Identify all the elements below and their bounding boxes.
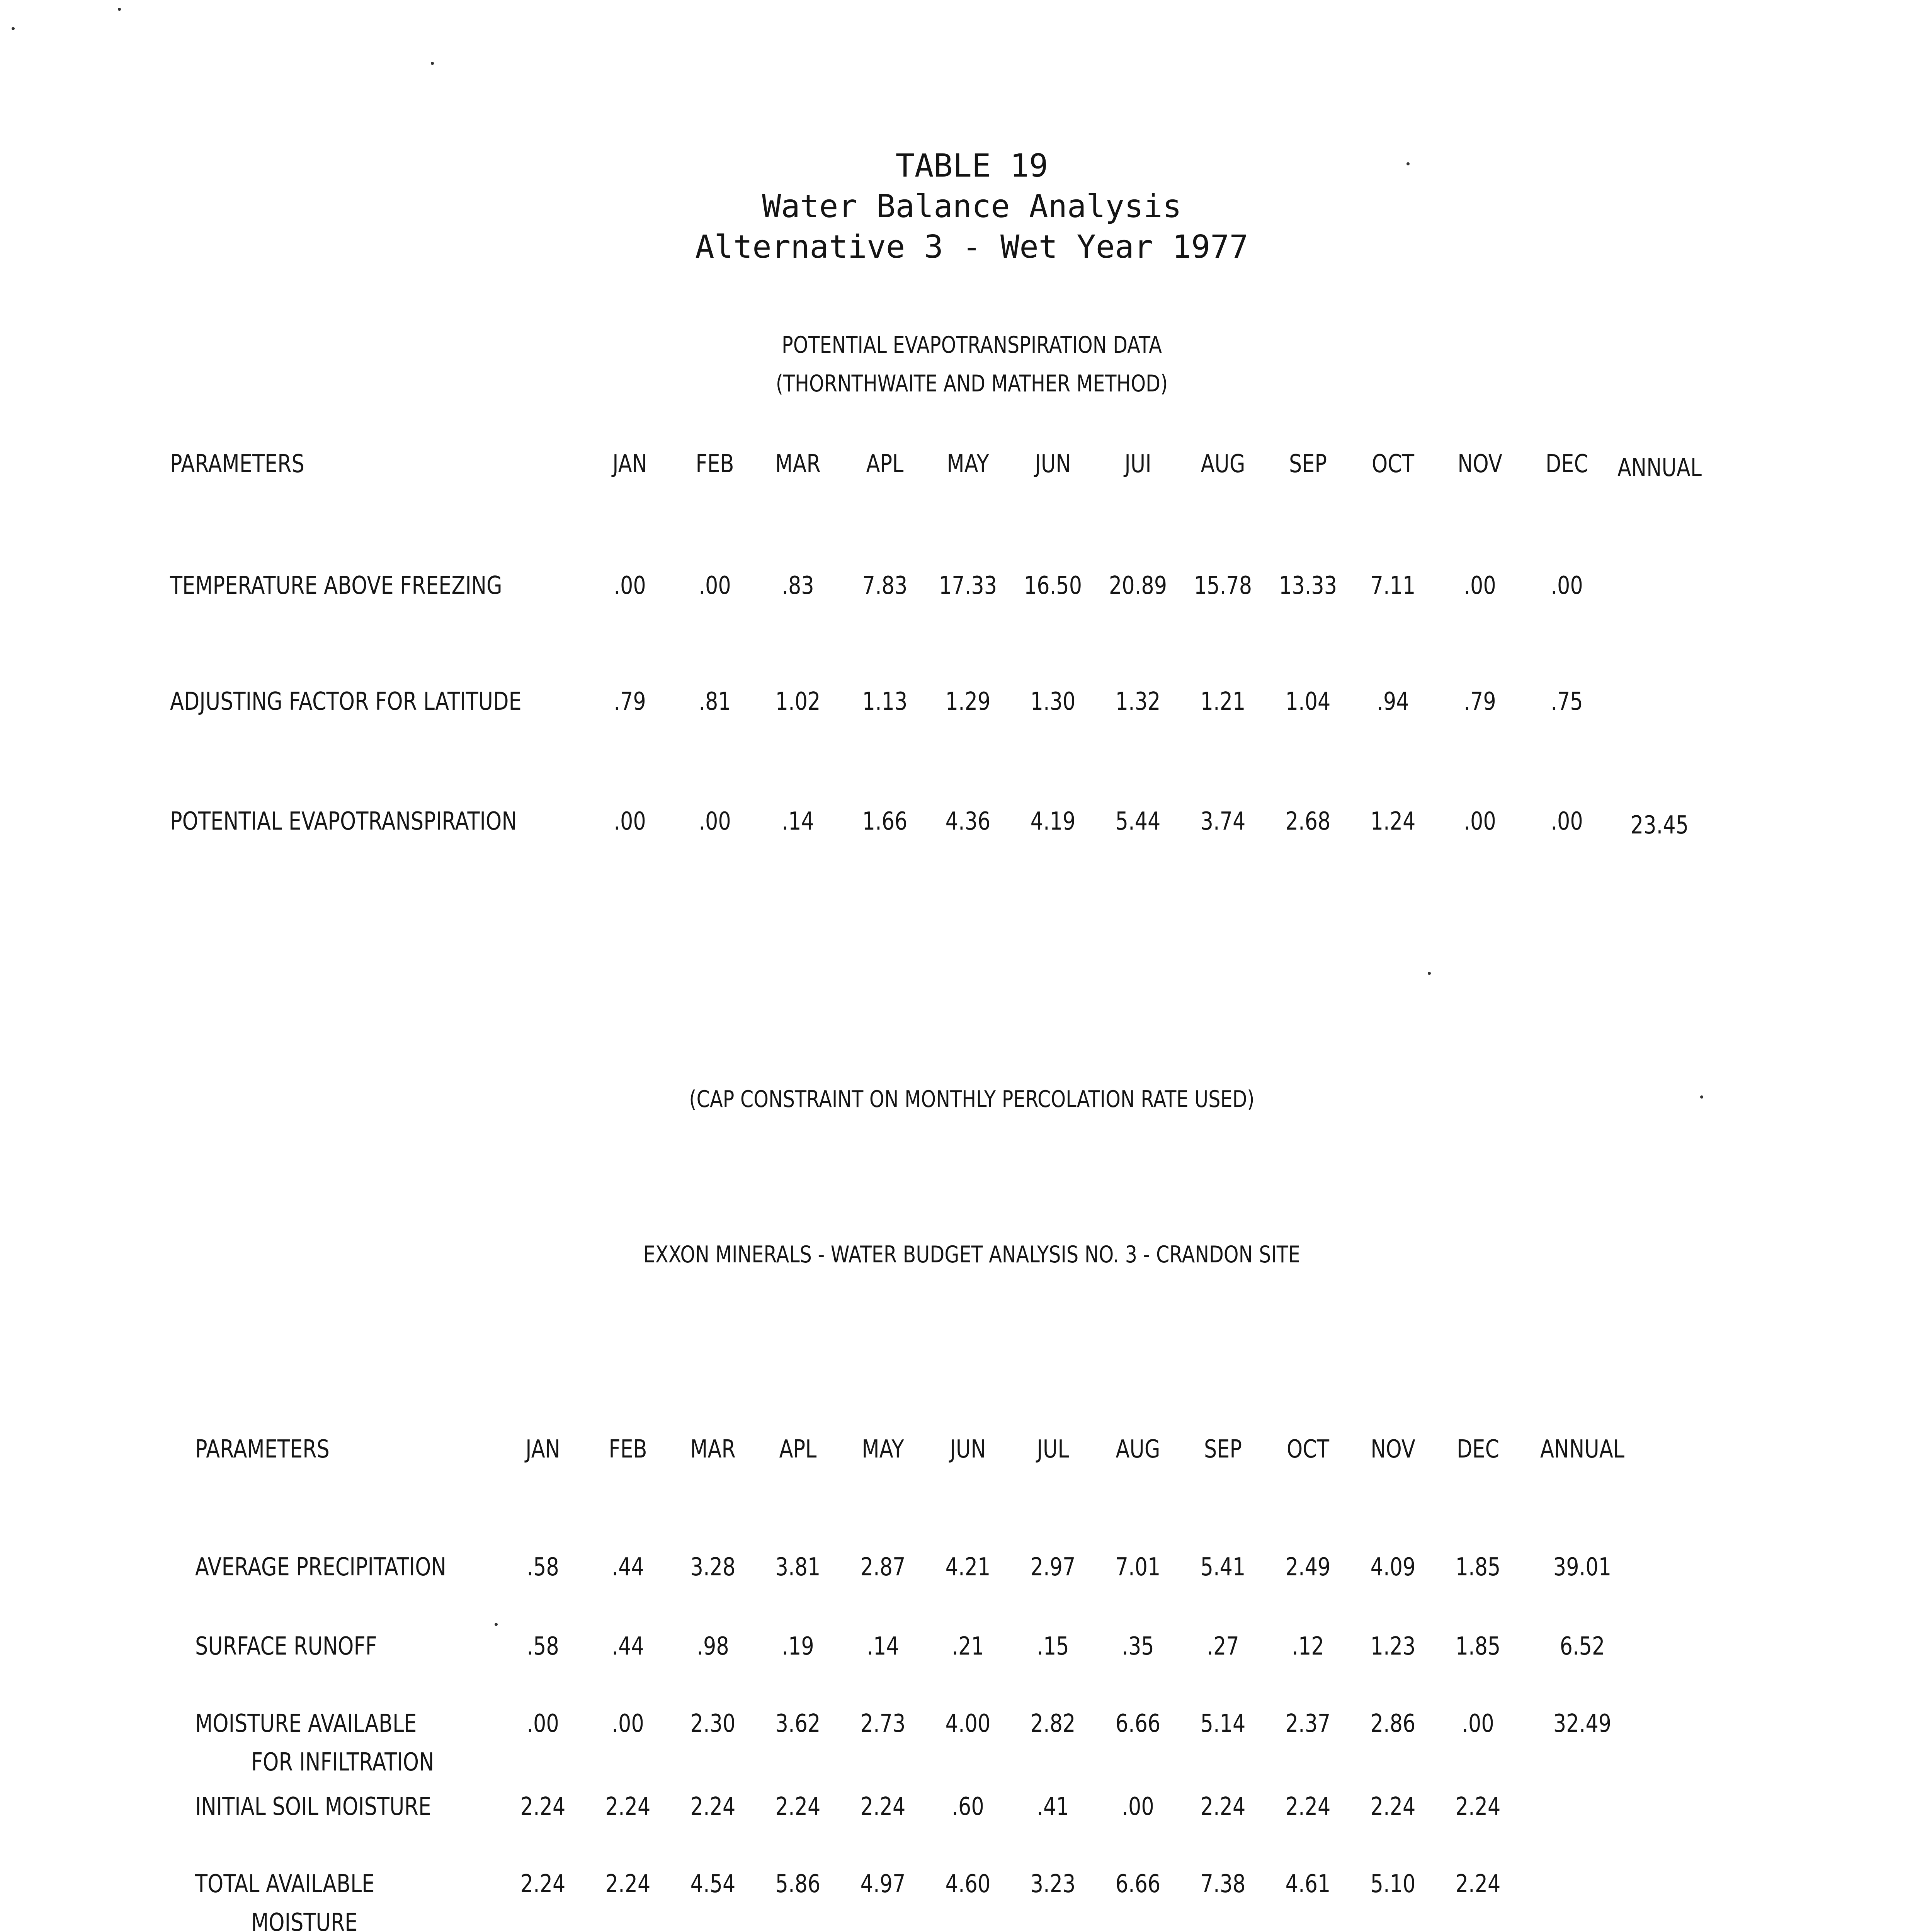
pet-cell: 17.33	[939, 571, 997, 600]
pet-cell: .83	[782, 571, 814, 600]
pet-header-jui: JUI	[1124, 450, 1151, 478]
budget-cell: 3.62	[775, 1709, 821, 1738]
pet-header-oct: OCT	[1371, 450, 1415, 478]
pet-row-label: POTENTIAL EVAPOTRANSPIRATION	[170, 807, 517, 836]
pet-cell: .75	[1551, 687, 1583, 716]
pet-cell: 1.21	[1200, 687, 1246, 716]
budget-cell: 5.41	[1200, 1553, 1246, 1582]
pet-cell: 1.04	[1285, 687, 1331, 716]
pet-cell: .00	[614, 571, 646, 600]
pet-cell: 7.83	[862, 571, 908, 600]
budget-cell: .44	[612, 1553, 644, 1582]
budget-cell: 2.24	[520, 1793, 566, 1821]
budget-cell: 6.52	[1560, 1632, 1605, 1661]
budget-cell: 3.81	[775, 1553, 821, 1582]
pet-cell: .00	[614, 807, 646, 836]
pet-header-parameters: PARAMETERS	[170, 450, 304, 478]
budget-cell: 2.24	[690, 1793, 736, 1821]
budget-cell: 2.30	[690, 1709, 736, 1738]
budget-cell: 2.24	[1285, 1793, 1331, 1821]
table-number: TABLE 19	[895, 148, 1048, 184]
pet-cell: 1.02	[775, 687, 821, 716]
budget-header-jun: JUN	[950, 1435, 986, 1464]
pet-header-mar: MAR	[775, 450, 821, 478]
pet-cell: 1.29	[945, 687, 991, 716]
pet-cell: 1.32	[1115, 687, 1161, 716]
budget-cell: 5.10	[1370, 1870, 1416, 1898]
pet-cell: 1.13	[862, 687, 908, 716]
pet-cell: .81	[699, 687, 731, 716]
pet-cell: 3.74	[1200, 807, 1246, 836]
budget-cell: 4.60	[945, 1870, 991, 1898]
budget-header-annual: ANNUAL	[1540, 1435, 1624, 1464]
pet-cell: .79	[614, 687, 646, 716]
budget-cell: 1.23	[1370, 1632, 1416, 1661]
budget-cell: 2.49	[1285, 1553, 1331, 1582]
budget-cell: 7.01	[1115, 1553, 1161, 1582]
pet-header-apl: APL	[866, 450, 904, 478]
budget-cell: 1.85	[1455, 1553, 1501, 1582]
pet-cell: 1.24	[1370, 807, 1416, 836]
budget-cell: .15	[1037, 1632, 1069, 1661]
budget-cell: 39.01	[1553, 1553, 1612, 1582]
budget-header-may: MAY	[862, 1435, 904, 1464]
budget-row-label: INITIAL SOIL MOISTURE	[195, 1793, 432, 1821]
budget-cell: 2.87	[860, 1553, 906, 1582]
pet-header-dec: DEC	[1545, 450, 1588, 478]
pet-header-may: MAY	[947, 450, 989, 478]
budget-row-label-cont: FOR INFILTRATION	[251, 1748, 434, 1777]
pet-header-jun: JUN	[1035, 450, 1071, 478]
cap-constraint-note: (CAP CONSTRAINT ON MONTHLY PERCOLATION RATE USED)	[689, 1086, 1255, 1113]
table-subtitle: Alternative 3 - Wet Year 1977	[695, 229, 1248, 265]
budget-cell: .14	[867, 1632, 899, 1661]
budget-cell: 2.82	[1030, 1709, 1076, 1738]
pet-cell: .00	[699, 571, 731, 600]
budget-cell: .27	[1207, 1632, 1239, 1661]
scan-speck	[1428, 972, 1431, 975]
budget-cell: .35	[1122, 1632, 1154, 1661]
budget-cell: 6.66	[1115, 1870, 1161, 1898]
budget-header-nov: NOV	[1371, 1435, 1415, 1464]
budget-cell: .98	[697, 1632, 729, 1661]
pet-cell: 4.36	[945, 807, 991, 836]
pet-method-heading: (THORNTHWAITE AND MATHER METHOD)	[776, 370, 1168, 397]
pet-header-nov: NOV	[1458, 450, 1502, 478]
budget-cell: 2.24	[1455, 1870, 1501, 1898]
budget-header-jan: JAN	[526, 1435, 560, 1464]
budget-cell: .58	[527, 1553, 559, 1582]
pet-header-jan: JAN	[612, 450, 647, 478]
pet-cell: 2.68	[1285, 807, 1331, 836]
pet-header-feb: FEB	[696, 450, 734, 478]
budget-cell: .00	[612, 1709, 644, 1738]
pet-row-label: ADJUSTING FACTOR FOR LATITUDE	[170, 687, 522, 716]
pet-cell: 23.45	[1630, 811, 1689, 840]
budget-cell: 2.24	[1370, 1793, 1416, 1821]
budget-cell: 4.61	[1285, 1870, 1331, 1898]
budget-cell: 2.24	[1200, 1793, 1246, 1821]
budget-cell: 4.54	[690, 1870, 736, 1898]
budget-cell: 2.24	[860, 1793, 906, 1821]
budget-cell: 4.21	[945, 1553, 991, 1582]
budget-cell: 2.86	[1370, 1709, 1416, 1738]
budget-header-sep: SEP	[1204, 1435, 1242, 1464]
pet-cell: 1.66	[862, 807, 908, 836]
budget-cell: .21	[952, 1632, 984, 1661]
pet-cell: .00	[1464, 571, 1496, 600]
pet-cell: .00	[1464, 807, 1496, 836]
budget-cell: 4.09	[1370, 1553, 1416, 1582]
pet-cell: 13.33	[1279, 571, 1337, 600]
pet-cell: .00	[699, 807, 731, 836]
budget-header-feb: FEB	[609, 1435, 647, 1464]
pet-row-label: TEMPERATURE ABOVE FREEZING	[170, 571, 502, 600]
budget-cell: .44	[612, 1632, 644, 1661]
budget-header-dec: DEC	[1456, 1435, 1500, 1464]
budget-header-aug: AUG	[1116, 1435, 1160, 1464]
budget-cell: 6.66	[1115, 1709, 1161, 1738]
budget-cell: .41	[1037, 1793, 1069, 1821]
budget-cell: 1.85	[1455, 1632, 1501, 1661]
pet-cell: 16.50	[1024, 571, 1082, 600]
pet-heading: POTENTIAL EVAPOTRANSPIRATION DATA	[782, 332, 1162, 359]
budget-header-mar: MAR	[690, 1435, 736, 1464]
scan-speck	[12, 27, 15, 30]
budget-cell: 4.97	[860, 1870, 906, 1898]
budget-cell: 2.97	[1030, 1553, 1076, 1582]
pet-cell: .79	[1464, 687, 1496, 716]
pet-cell: 20.89	[1109, 571, 1167, 600]
pet-cell: .94	[1377, 687, 1409, 716]
scan-speck	[1700, 1095, 1703, 1099]
budget-cell: 2.24	[605, 1793, 651, 1821]
budget-header-jul: JUL	[1037, 1435, 1069, 1464]
pet-cell: .14	[782, 807, 814, 836]
budget-cell: .60	[952, 1793, 984, 1821]
pet-header-sep: SEP	[1289, 450, 1327, 478]
budget-title: EXXON MINERALS - WATER BUDGET ANALYSIS NO. 3 - CRANDON SITE	[643, 1241, 1300, 1268]
pet-cell: 15.78	[1194, 571, 1252, 600]
budget-cell: .00	[1122, 1793, 1154, 1821]
budget-header-apl: APL	[779, 1435, 817, 1464]
budget-cell: 32.49	[1553, 1709, 1612, 1738]
pet-cell: 4.19	[1030, 807, 1076, 836]
budget-row-label: AVERAGE PRECIPITATION	[195, 1553, 446, 1582]
budget-row-label-cont: MOISTURE	[251, 1908, 358, 1932]
budget-cell: 4.00	[945, 1709, 991, 1738]
pet-cell: 1.30	[1030, 687, 1076, 716]
scan-speck	[495, 1623, 498, 1626]
budget-cell: 2.73	[860, 1709, 906, 1738]
scan-speck	[431, 62, 434, 65]
pet-cell: .00	[1551, 571, 1583, 600]
pet-header-aug: AUG	[1201, 450, 1245, 478]
budget-cell: .00	[527, 1709, 559, 1738]
budget-cell: 2.24	[775, 1793, 821, 1821]
budget-header-oct: OCT	[1286, 1435, 1330, 1464]
budget-row-label: TOTAL AVAILABLE	[195, 1870, 375, 1898]
budget-cell: .00	[1462, 1709, 1494, 1738]
budget-cell: 3.23	[1030, 1870, 1076, 1898]
pet-cell: 7.11	[1370, 571, 1416, 600]
budget-cell: 3.28	[690, 1553, 736, 1582]
budget-row-label: MOISTURE AVAILABLE	[195, 1709, 417, 1738]
scan-speck	[1406, 162, 1410, 165]
budget-cell: 2.24	[1455, 1793, 1501, 1821]
budget-cell: 2.24	[520, 1870, 566, 1898]
budget-header-parameters: PARAMETERS	[195, 1435, 330, 1464]
table-title: Water Balance Analysis	[762, 188, 1182, 225]
pet-cell: 5.44	[1115, 807, 1161, 836]
pet-cell: .00	[1551, 807, 1583, 836]
budget-cell: .12	[1292, 1632, 1324, 1661]
budget-cell: 2.37	[1285, 1709, 1331, 1738]
budget-cell: 2.24	[605, 1870, 651, 1898]
budget-cell: 7.38	[1200, 1870, 1246, 1898]
budget-row-label: SURFACE RUNOFF	[195, 1632, 377, 1661]
budget-cell: 5.86	[775, 1870, 821, 1898]
pet-header-annual: ANNUAL	[1617, 454, 1702, 482]
budget-cell: .19	[782, 1632, 814, 1661]
scan-speck	[118, 8, 121, 11]
budget-cell: 5.14	[1200, 1709, 1246, 1738]
budget-cell: .58	[527, 1632, 559, 1661]
